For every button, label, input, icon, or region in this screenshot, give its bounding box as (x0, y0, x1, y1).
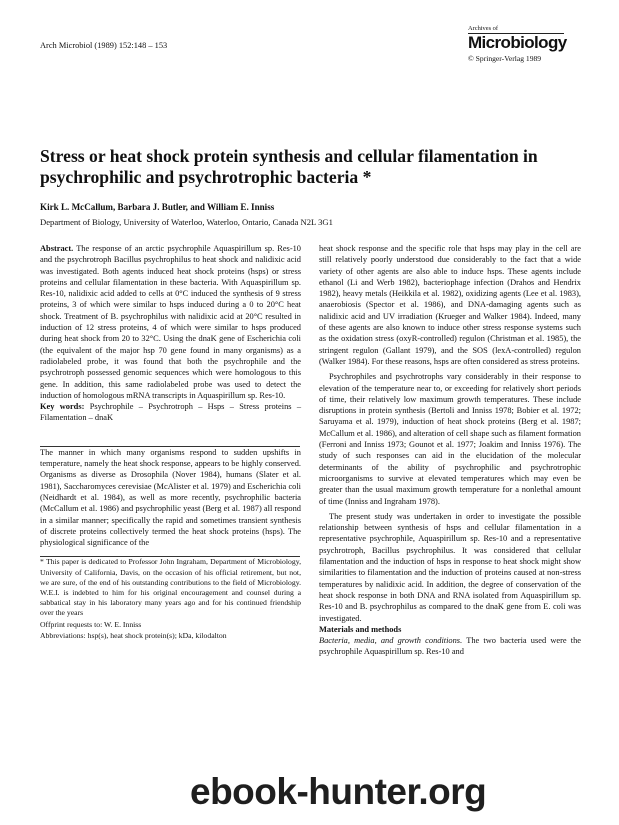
journal-masthead (468, 25, 583, 63)
body-paragraph-1: heat shock response and the specific role that hsps may play in the cell are still relatively poorly understood due considerably to the fact that a wide variety of other agents are also able to induce hsps. These agents include ethanol (Li and Werb 1982), bacteriophage infection (Drahos and Hendrix 1982), heavy metals (Heikkila et al. 1982), oxidizing agents (Lee et al. 1983), anaerobiosis (Spector et al. 1986), and DNA-damaging agents such as nalidixic acid and UV irradiation (Krueger and Walker 1984). Indeed, many of these agents are also known to induce other stress response systems such as the oxidation stress (oxyR-controlled) regulon (Christman et al. 1985), the stringent regulon (Gallant 1979), and the SOS (lexA-controlled) regulon (Walker 1984). For these reasons, hsps are often considered as stress proteins. (319, 244, 581, 366)
methods-text: The two bacteria used were the psychrophile Aquaspirillum sp. Res-10 and (319, 636, 582, 657)
keywords-text: Psychrophile – Psychrotroph – Hsps – Stress proteins – Filamentation – dnaK (40, 402, 302, 423)
left-column (40, 243, 301, 641)
watermark: ebook-hunter.org (190, 771, 487, 812)
abbreviations: Abbreviations: hsp(s), heat shock protein(s); kDa, kilodalton (40, 630, 227, 640)
methods-heading: Materials and methods (319, 624, 402, 634)
abstract-text: The response of an arctic psychrophile Aquaspirillum sp. Res-10 and the psychrotroph Bacillus psychrophilus to heat shock and nalidixic acid was investigated. Both agents induced heat shock proteins (hsps) or stress proteins and cellular filamentation in these bacteria. With Aquaspirillum sp. Res-10, nalidixic acid added to cells at 0°C induced the synthesis of 9 stress proteins, 3 of which were similar to hsps induced during a 0 to 20°C heat shock. Treatment of B. psychrophilus with nalidixic acid at 20°C resulted in induction of 12 stress proteins, 4 of which were similar to hsps produced during heat shock from 20 to 32°C. Using the dnaK gene of Escherichia coli (the equivalent of the major hsp 70 gene found in many organisms) as a radiolabeled probe, it was found that both the psychrophile and the psychrotroph possessed genomic sequences which were homologous to this gene. In addition, this same radiolabeled probe was used to detect the induction of homologous mRNA transcripts in Aquaspirillum sp. Res-10. (40, 244, 301, 400)
journal-name: Microbiology (468, 33, 567, 52)
dedication-footnote: * This paper is dedicated to Professor John Ingraham, Department of Microbiology, University of California, Davis, on the occasion of his official retirement, but not, we are sure, of the end of his outstanding contributions to the field of Microbiology. W.E.I. is indebted to him for his original encouragement and counsel during a sabbatical stay in his laboratory many years ago and for his continued friendship over the years (40, 557, 301, 618)
introduction-paragraph: The manner in which many organisms respond to sudden upshifts in temperature, namely the heat shock response, appears to be highly conserved. Organisms as diverse as Drosophila (Nover 1984), humans (Slater et al. 1981), Saccharomyces cerevisiae (McAlister et al. 1979) and Escherichia coli (Neidhardt et al. 1984), as well as more recently, psychrophilic bacteria (McCallum et al. 1986) and psychrophilic yeast (Berg et al. 1987) all respond in a similar manner; specifically the rapid and sometimes transient synthesis of discrete proteins collectively termed the heat shock proteins (hsps). The physiological significance of the (40, 447, 301, 548)
methods-subheading: Bacteria, media, and growth conditions. (319, 636, 463, 646)
offprint-requests: Offprint requests to: W. E. Inniss (40, 619, 142, 629)
affiliation: Department of Biology, University of Waterloo, Waterloo, Ontario, Canada N2L 3G1 (40, 217, 333, 227)
body-paragraph-3: The present study was undertaken in order to investigate the possible relationship between synthesis of hsps and cellular filamentation in a representative psychrophile, Aquaspirillum sp. Res-10 and a representative psychrotroph, Bacillus psychrophilus. It was considered that cellular filamentation and the induction of hsps in response to heat shock might show similarities to filamentation and the induction of proteins caused at non-stress temperatures by nalidixic acid. In addition, the degree of conservation of the heat shock response in both DNA and RNA isolated from Aquaspirillum sp. Res-10 and B. psychrophilus as compared to the dnaK gene from E. coli was investigated. (319, 511, 581, 623)
abstract (40, 243, 301, 401)
journal-archives-label: Archives of (468, 25, 564, 34)
abstract-label: Abstract. (40, 244, 74, 253)
methods-paragraph (319, 635, 581, 658)
keywords-label: Key words: (40, 402, 85, 412)
keywords (40, 401, 301, 424)
author-list: Kirk L. McCallum, Barbara J. Butler, and William E. Inniss (40, 202, 275, 212)
body-paragraph-2: Psychrophiles and psychrotrophs vary considerably in their response to elevation of the temperature near to, or exceeding for relatively short periods of time, their relatively low maximum growth temperatures. These include disruptions in protein synthesis (Bertoli and Inniss 1978; Bobier et al. 1972; Saruyama et al. 1979), induction of heat shock proteins (Berg et al. 1987; McCallum et al. 1986), and alteration of cell shape such as filament formation (Ferroni and Inniss 1973; Gounot et al. 1977; Joakim and Inniss 1976). The study of such responses can aid in the elucidation of the molecular determinants of the ability of psychrophilic and psychrotrophic microorganisms to survive at elevated temperatures which may even be greater than the usual maximum growth temperature for a nonlethal amount of time (Inniss and Ingraham 1978). (319, 372, 581, 506)
journal-citation: Arch Microbiol (1989) 152:148 – 153 (40, 41, 168, 50)
right-column (319, 243, 581, 658)
paper-title: Stress or heat shock protein synthesis and cellular filamentation in psychrophilic and psychrotrophic bacteria * (40, 146, 538, 187)
copyright-notice: © Springer-Verlag 1989 (468, 54, 542, 63)
